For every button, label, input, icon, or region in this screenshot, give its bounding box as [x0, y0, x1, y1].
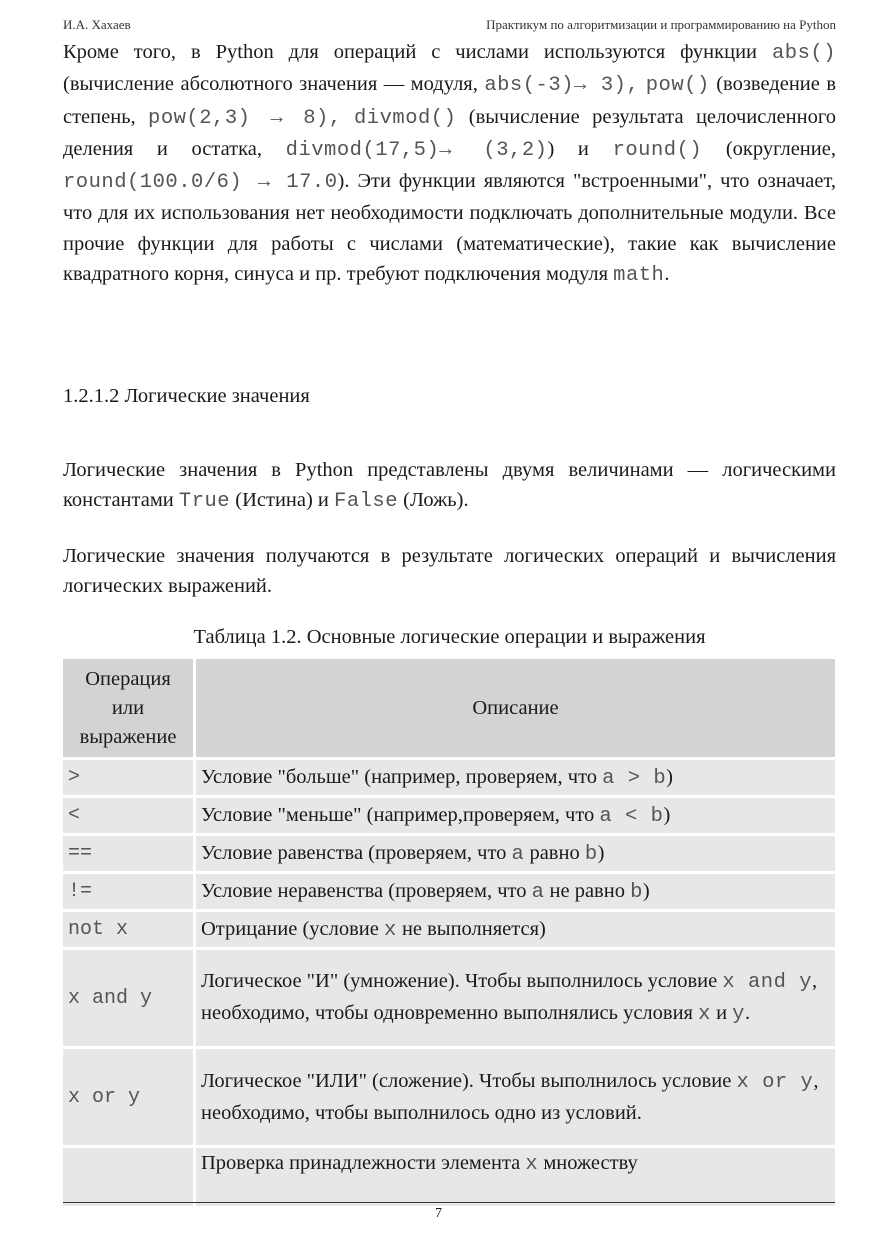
description-cell — [196, 1049, 835, 1145]
description-text: Условие "больше" (например, проверяем, что — [201, 765, 603, 788]
description-text: Отрицание (условие — [201, 917, 384, 940]
description-code: x or y — [736, 1071, 814, 1094]
description-cell — [196, 760, 835, 795]
table-row — [63, 798, 835, 833]
intro-text: (вычисление результата целочисленного деления и остатка, — [63, 105, 837, 160]
description-code: b — [584, 842, 598, 866]
table-header-row — [63, 659, 835, 757]
table-row — [63, 912, 835, 947]
code-round: round() — [612, 138, 703, 162]
description-cell — [196, 836, 835, 871]
intro-text: (возведение в степень, — [63, 73, 837, 128]
description-text: ) — [663, 803, 671, 826]
description-code: a — [511, 842, 525, 866]
intro-text: . — [664, 263, 670, 286]
description-text: Условие равенства (проверяем, что — [201, 841, 512, 864]
description-code: x — [698, 1003, 711, 1026]
logic-text: Логические значения в Python представлены двумя величинами — логическими константами — [63, 459, 836, 512]
intro-text: Кроме того, в Python для операций с числами используются функции — [63, 41, 772, 63]
description-cell — [196, 874, 835, 909]
code-abs-example: abs(-3)→ 3), — [484, 74, 640, 98]
description-text: ) — [597, 841, 605, 864]
header-operation: Операция или выражение — [63, 659, 196, 757]
operation-cell: < — [63, 798, 196, 833]
header-description: Описание — [196, 659, 835, 757]
table-row — [63, 1049, 835, 1145]
operation-cell: == — [63, 836, 196, 871]
table-caption: Таблица 1.2. Основные логические операции и выражения — [193, 626, 706, 648]
description-text: ) — [642, 879, 650, 902]
header-book-title: Практикум по алгоритмизации и программированию на Python — [486, 17, 836, 32]
description-code: x — [384, 918, 397, 942]
description-cell — [196, 912, 835, 947]
description-text: . — [744, 1002, 751, 1024]
intro-paragraph — [63, 37, 836, 291]
code-math: math — [613, 264, 665, 288]
description-text: Условие неравенства (проверяем, что — [201, 879, 532, 902]
description-text: равно — [524, 841, 585, 864]
table-row — [63, 760, 835, 795]
description-code: b — [630, 880, 643, 904]
description-code: x and y — [722, 971, 813, 994]
description-code: x — [525, 1153, 539, 1176]
intro-text: ). Эти функции являются "встроенными", что означает, что для их использования нет необходимости подключать дополнительные модули. Все прочие функции для работы с числами (математические), такие как вычисление квадратного корня, синуса и пр. требуют подключения модуля — [63, 170, 836, 286]
table-row — [63, 1148, 835, 1206]
intro-text: ) и — [547, 137, 613, 160]
operation-cell: x or y — [63, 1049, 196, 1145]
logic-operations-table — [63, 656, 835, 1209]
code-divmod-example: divmod(17,5)→ (3,2) — [285, 138, 548, 162]
description-text: не выполняется) — [396, 917, 546, 940]
page-number: 7 — [435, 1206, 442, 1221]
section-heading: 1.2.1.2 Логические значения — [63, 385, 310, 407]
footer-divider — [63, 1202, 835, 1203]
description-text: Проверка принадлежности элемента — [201, 1152, 526, 1174]
description-text: не равно — [544, 879, 631, 902]
code-true: True — [178, 490, 231, 514]
logic-text: (Ложь). — [398, 489, 469, 512]
description-text: Логическое "ИЛИ" (сложение). Чтобы выполнилось условие — [201, 1070, 737, 1092]
description-text: Логическое "И" (умножение). Чтобы выполнилось условие — [201, 970, 723, 992]
intro-text: (вычисление абсолютного значения — модуля, — [63, 73, 485, 96]
operation-cell: not x — [63, 912, 196, 947]
code-divmod: divmod() — [354, 106, 457, 130]
header-author: И.А. Хахаев — [63, 17, 131, 32]
description-text: и — [710, 1002, 733, 1024]
table-row — [63, 874, 835, 909]
description-code: y — [732, 1003, 745, 1026]
operation-cell: != — [63, 874, 196, 909]
code-pow-example: pow(2,3) → 8), — [148, 106, 342, 130]
logic-text: (Истина) и — [230, 489, 335, 512]
table-row — [63, 836, 835, 871]
description-cell — [196, 1148, 835, 1206]
operation-cell: > — [63, 760, 196, 795]
intro-text: (округление, — [702, 137, 836, 160]
table-row — [63, 950, 835, 1046]
code-abs: abs() — [771, 42, 836, 65]
description-code: a > b — [602, 766, 667, 790]
running-header — [63, 17, 836, 35]
description-text: , необходимо, чтобы одновременно выполнялись условия — [201, 970, 818, 1024]
operation-cell: x and y — [63, 950, 196, 1046]
description-cell — [196, 798, 835, 833]
description-text: множеству — [538, 1152, 638, 1174]
description-text: ) — [666, 765, 673, 788]
description-code: a — [531, 880, 545, 904]
code-false: False — [334, 490, 399, 514]
description-cell — [196, 950, 835, 1046]
description-text: , необходимо, чтобы выполнилось одно из условий. — [201, 1070, 819, 1124]
description-code: a < b — [599, 804, 664, 828]
code-round-example: round(100.0/6) → 17.0 — [63, 171, 338, 195]
code-pow: pow() — [645, 74, 710, 98]
logic-paragraph-2: Логические значения получаются в результате логических операций и вычисления логических выражений. — [63, 545, 836, 598]
logic-paragraph-1 — [63, 455, 836, 518]
operation-cell — [63, 1148, 196, 1206]
intro-text — [342, 106, 354, 128]
description-text: Условие "меньше" (например,проверяем, что — [201, 803, 600, 826]
